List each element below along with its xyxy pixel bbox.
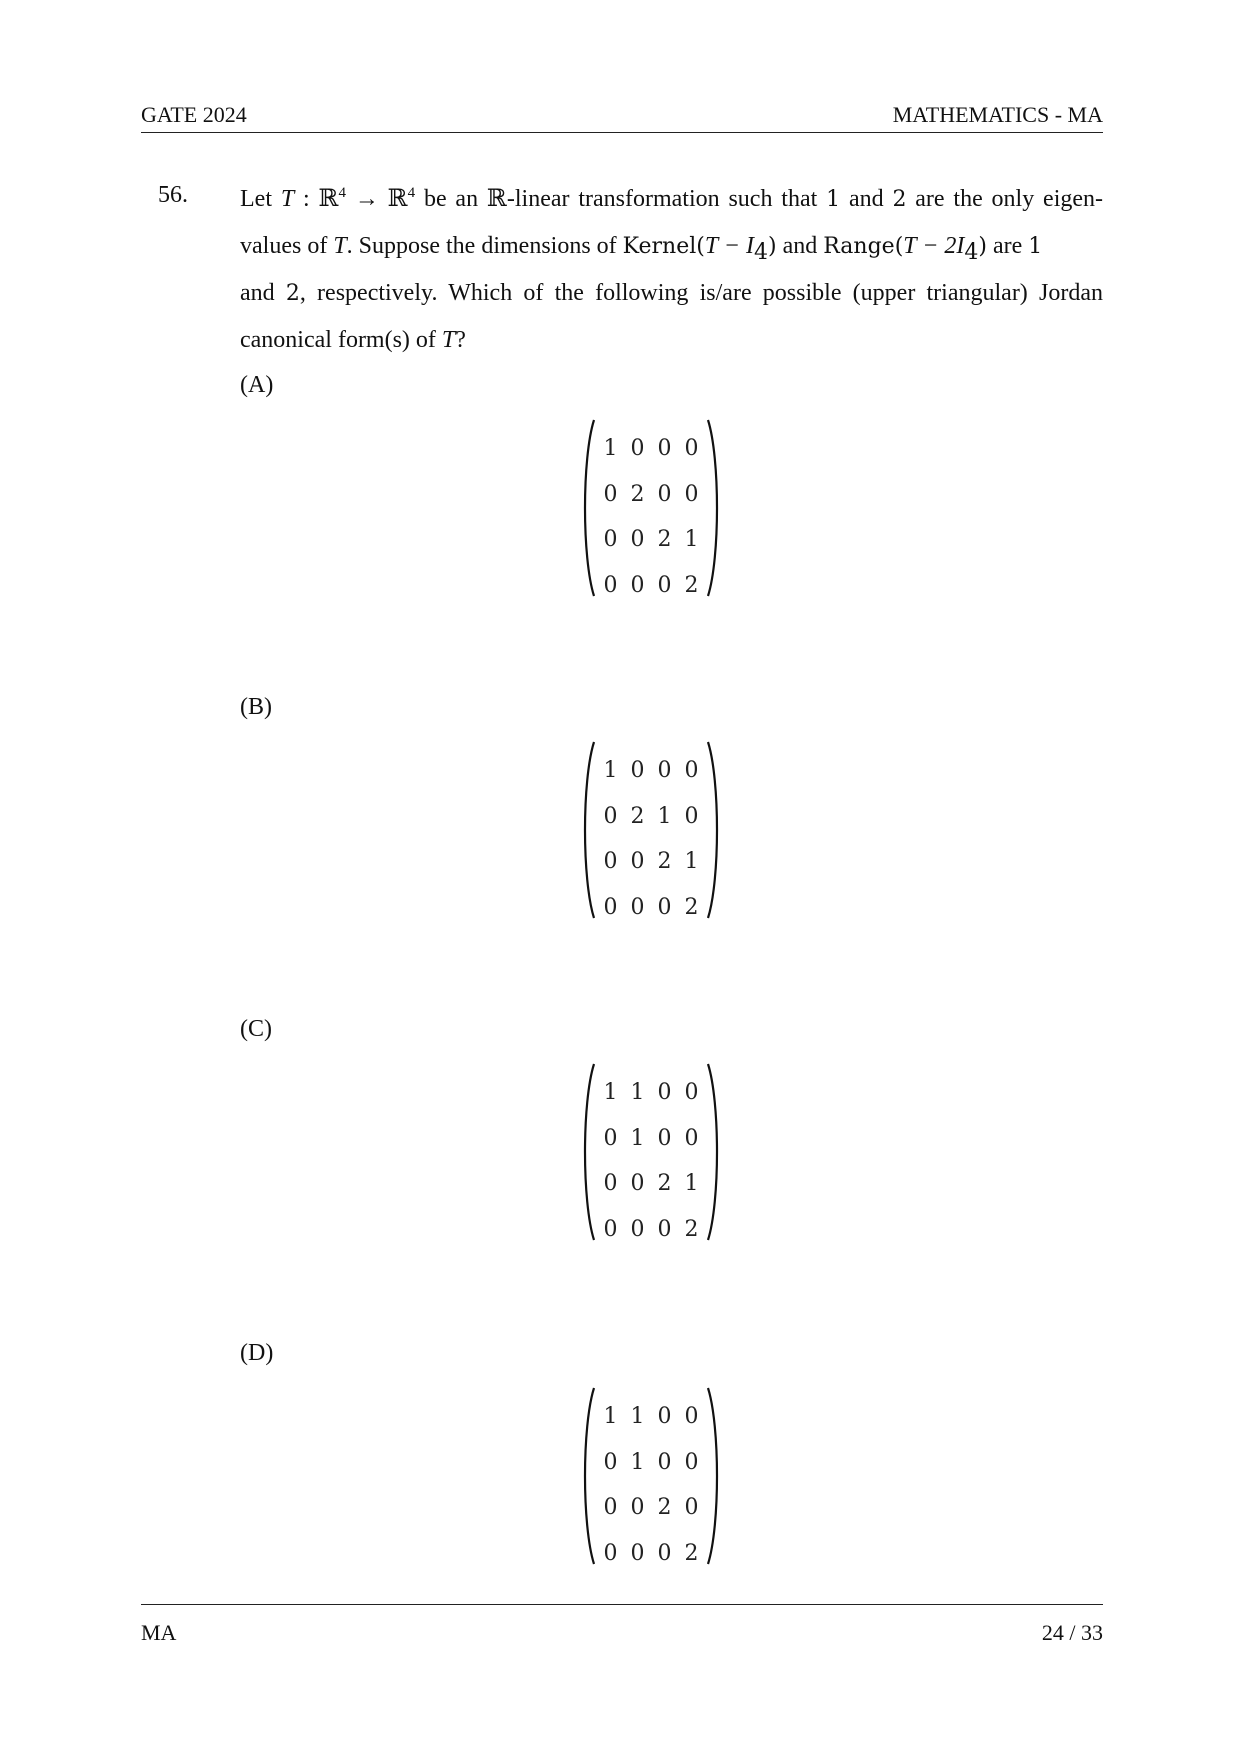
left-paren-icon <box>580 418 596 598</box>
matrix-entry: 0 <box>684 1495 699 1521</box>
matrix-entry: 0 <box>657 1080 672 1106</box>
footer-rule <box>141 1604 1103 1605</box>
left-paren-icon <box>580 1386 596 1566</box>
matrix-entry: 0 <box>684 1449 699 1475</box>
matrix-entry: 1 <box>630 1449 645 1475</box>
matrix-entry: 1 <box>603 436 618 462</box>
matrix-entry: 2 <box>630 481 645 507</box>
option-c-matrix <box>580 1062 722 1242</box>
page-number: 24 / 33 <box>1041 1620 1103 1645</box>
matrix-entry: 2 <box>684 894 699 920</box>
matrix-entry: 1 <box>630 1080 645 1106</box>
matrix-entry: 0 <box>630 849 645 875</box>
header-subject: MATHEMATICS - MA <box>892 102 1103 127</box>
matrix-entry: 1 <box>630 1404 645 1430</box>
right-paren-icon <box>706 418 722 598</box>
matrix-entry: 0 <box>630 527 645 553</box>
matrix-entry: 1 <box>630 1125 645 1151</box>
matrix-entry: 2 <box>657 1171 672 1197</box>
footer-paper-code: MA <box>141 1620 177 1645</box>
matrix-entry: 0 <box>684 803 699 829</box>
matrix-entry: 0 <box>603 803 618 829</box>
matrix-entry: 1 <box>603 758 618 784</box>
matrix-entry: 0 <box>603 481 618 507</box>
header-exam-title: GATE 2024 <box>141 102 247 127</box>
matrix-entry: 0 <box>603 849 618 875</box>
matrix-entry: 1 <box>603 1080 618 1106</box>
option-a-label: (A) <box>240 372 274 398</box>
matrix-entry: 0 <box>657 436 672 462</box>
option-b-label: (B) <box>240 694 272 720</box>
matrix-entry: 0 <box>657 1216 672 1242</box>
matrix-entry: 0 <box>657 1404 672 1430</box>
matrix-entry: 0 <box>603 1216 618 1242</box>
right-paren-icon <box>706 740 722 920</box>
matrix-entry: 0 <box>630 1171 645 1197</box>
left-paren-icon <box>580 740 596 920</box>
matrix-entry: 0 <box>684 1404 699 1430</box>
matrix-entry: 0 <box>684 436 699 462</box>
matrix-entry: 0 <box>630 894 645 920</box>
matrix-entry: 0 <box>630 572 645 598</box>
matrix-entry: 0 <box>684 481 699 507</box>
matrix-entry: 0 <box>657 894 672 920</box>
matrix-entry: 2 <box>657 527 672 553</box>
option-c-label: (C) <box>240 1016 272 1042</box>
matrix-entry: 1 <box>684 527 699 553</box>
matrix-entry: 1 <box>657 803 672 829</box>
right-paren-icon <box>706 1386 722 1566</box>
option-d-matrix <box>580 1386 722 1566</box>
matrix-entry: 2 <box>657 1495 672 1521</box>
matrix-entry: 0 <box>603 1125 618 1151</box>
matrix-entry: 0 <box>657 1540 672 1566</box>
matrix-entry: 0 <box>657 1125 672 1151</box>
matrix-entry: 0 <box>630 1216 645 1242</box>
matrix-entry: 1 <box>684 1171 699 1197</box>
matrix-entry: 0 <box>603 1171 618 1197</box>
matrix-entry: 0 <box>603 1449 618 1475</box>
right-paren-icon <box>706 1062 722 1242</box>
matrix-entry: 2 <box>684 572 699 598</box>
header-rule <box>141 132 1103 133</box>
matrix-entry: 2 <box>684 1540 699 1566</box>
matrix-entry: 0 <box>603 527 618 553</box>
question-number: 56. <box>158 182 188 208</box>
matrix-entry: 0 <box>630 758 645 784</box>
question-text: Let T : ℝ$^4$ → ℝ$^4$ be an ℝ-linear transformation such that 1 and 2 are the only eigenvalues of T. Suppose the dimensions of Kernel(T − $I_4$) and Range(T − $2I_4$) are 1 and 2, respectively. Which of the following is/are possible (upper triangular) Jordan canonical form(s) of T? <box>240 185 1104 353</box>
matrix-entry: 0 <box>630 1540 645 1566</box>
matrix-entry: 0 <box>684 758 699 784</box>
matrix-entry: 0 <box>657 481 672 507</box>
matrix-entry: 2 <box>657 849 672 875</box>
option-d-label: (D) <box>240 1340 274 1366</box>
matrix-entry: 2 <box>684 1216 699 1242</box>
matrix-entry: 0 <box>603 572 618 598</box>
matrix-entry: 0 <box>603 1540 618 1566</box>
matrix-entry: 0 <box>657 572 672 598</box>
matrix-entry: 0 <box>603 1495 618 1521</box>
matrix-entry: 0 <box>630 436 645 462</box>
matrix-entry: 0 <box>684 1080 699 1106</box>
matrix-entry: 0 <box>630 1495 645 1521</box>
option-b-matrix <box>580 740 722 920</box>
left-paren-icon <box>580 1062 596 1242</box>
matrix-entry: 0 <box>657 1449 672 1475</box>
matrix-entry: 2 <box>630 803 645 829</box>
matrix-entry: 1 <box>603 1404 618 1430</box>
matrix-entry: 0 <box>657 758 672 784</box>
matrix-entry: 0 <box>603 894 618 920</box>
matrix-entry: 1 <box>684 849 699 875</box>
option-a-matrix <box>580 418 722 598</box>
matrix-entry: 0 <box>684 1125 699 1151</box>
